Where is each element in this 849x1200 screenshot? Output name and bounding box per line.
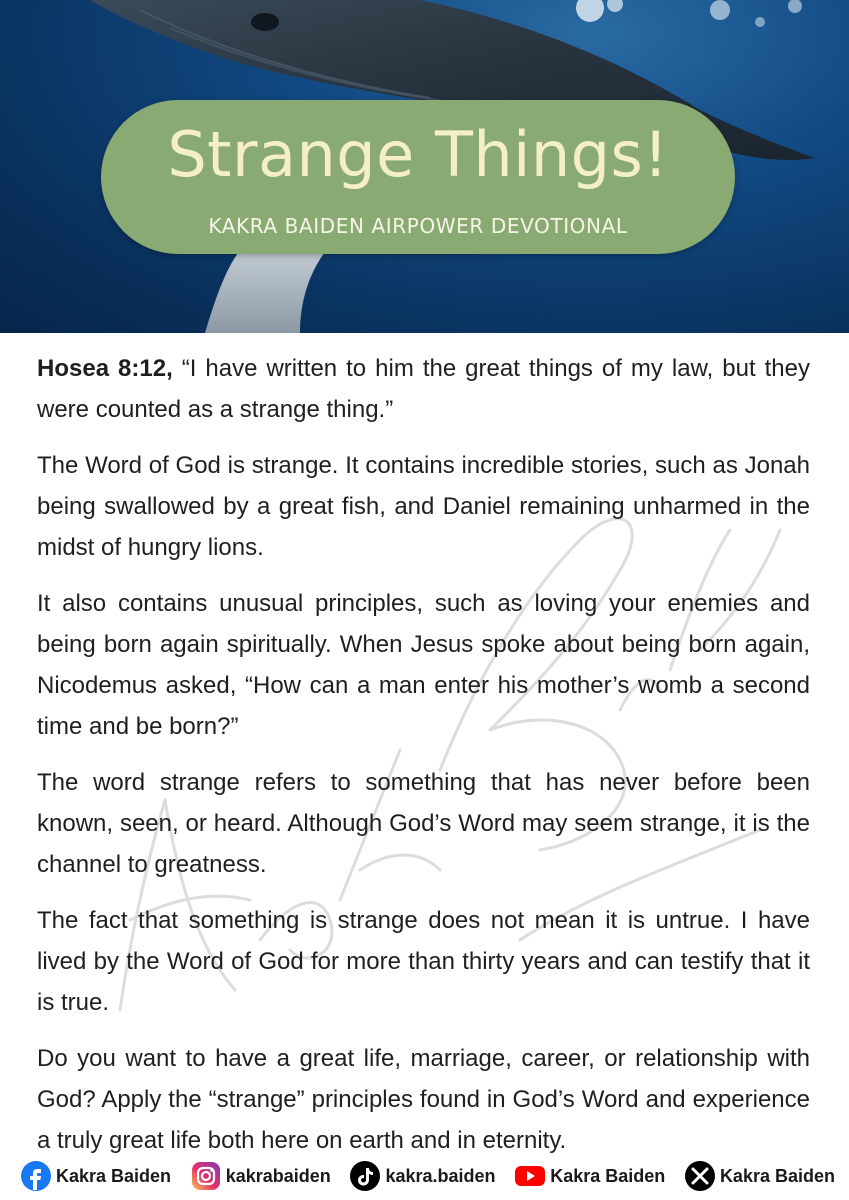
page-subtitle: KAKRA BAIDEN AIRPOWER DEVOTIONAL [208,214,628,238]
page-title: Strange Things! [167,118,669,191]
scripture-paragraph [37,348,810,430]
youtube-icon [514,1160,546,1192]
social-youtube[interactable] [514,1160,665,1192]
paragraph: The word strange refers to something that has never before been known, seen, or heard. Although God’s Word may seem strange, it is the channel to greatness. [37,769,810,878]
paragraph: The Word of God is strange. It contains incredible stories, such as Jonah being swallowed by a great fish, and Daniel remaining unharmed in the midst of hungry lions. [37,452,810,561]
title-banner [101,100,735,254]
tiktok-label: kakra.baiden [385,1165,496,1186]
instagram-icon [190,1160,222,1192]
x-label: Kakra Baiden [719,1165,835,1186]
x-icon [684,1160,716,1192]
tiktok-icon [349,1160,381,1192]
hero-banner [0,0,849,333]
paragraph: It also contains unusual principles, such as loving your enemies and being born again spiritually. When Jesus spoke about being born again, Nicodemus asked, “How can a man enter his mother’s womb a second time and be born?” [37,590,810,740]
social-tiktok[interactable] [349,1160,495,1192]
paragraph: Do you want to have a great life, marriage, career, or relationship with God? Apply the “strange” principles found in God’s Word and experience a truly great life both here on earth and in eternity. [37,1045,810,1154]
scripture-text: “I have written to him the great things of my law, but they were counted as a strange thing.” [37,355,811,423]
social-footer [20,1158,835,1194]
youtube-label: Kakra Baiden [550,1165,666,1186]
social-instagram[interactable] [190,1160,331,1192]
instagram-label: kakrabaiden [225,1165,331,1186]
facebook-label: Kakra Baiden [56,1165,172,1186]
social-x[interactable] [684,1160,835,1192]
devotional-body [37,348,810,1176]
scripture-reference: Hosea 8:12, [37,355,173,382]
paragraph: The fact that something is strange does not mean it is untrue. I have lived by the Word of God for more than thirty years and can testify that it is true. [37,907,810,1016]
facebook-icon [20,1160,52,1192]
social-facebook[interactable] [20,1160,171,1192]
